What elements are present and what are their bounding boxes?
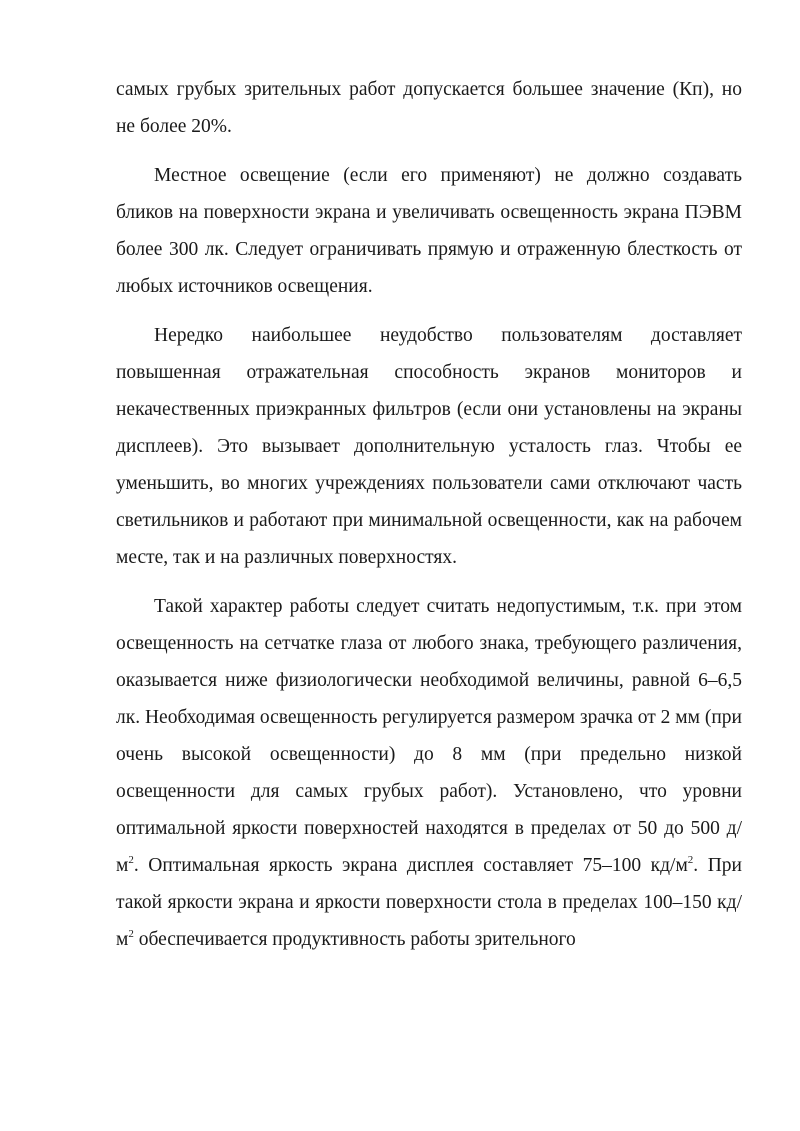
- document-page: [116, 71, 742, 970]
- paragraph-4: [116, 588, 742, 958]
- paragraph-3: Нередко наибольшее неудобство пользователям доставляет повышенная отражательная способность экранов мониторов и некачественных приэкранных фильтров (если они установлены на экраны дисплеев). Это вызывает дополнительную усталость глаз. Чтобы ее уменьшить, во многих учреждениях пользователи сами отключают часть светильников и работают при минимальной освещенности, как на рабочем месте, так и на различных поверхностях.: [116, 325, 742, 568]
- paragraph-4-text-part-1: Такой характер работы следует считать недопустимым, т.к. при этом освещенность на сетчатке глаза от любого знака, требующего различения, оказывается ниже физиологически необходимой величины, равной 6–6,5 лк. Необходимая освещенность регулируется размером зрачка от 2 мм (при очень высокой освещенности) до 8 мм (при предельно низкой освещенности для самых грубых работ). Установлено, что уровни оптимальной яркости поверхностей находятся в пределах от 50 до 500 д/м: [116, 596, 742, 876]
- superscript-squared-1: 2: [128, 854, 134, 866]
- superscript-squared-2: 2: [687, 854, 694, 866]
- paragraph-4-text-part-3: . При такой яркости экрана и яркости поверхности стола в пределах 100–150 кд/м: [116, 855, 742, 950]
- paragraph-2: Местное освещение (если его применяют) не должно создавать бликов на поверхности экрана и увеличивать освещенность экрана ПЭВМ более 300 лк. Следует ограничивать прямую и отраженную блесткость от любых источников освещения.: [116, 165, 742, 297]
- paragraph-4-text-part-2: . Оптимальная яркость экрана дисплея составляет 75–100 кд/м: [133, 855, 688, 876]
- superscript-squared-3: 2: [128, 928, 134, 940]
- paragraph-4-text-part-4: обеспечивается продуктивность работы зрительного: [133, 929, 576, 950]
- paragraph-1: самых грубых зрительных работ допускается большее значение (Кп), но не более 20%.: [116, 79, 742, 137]
